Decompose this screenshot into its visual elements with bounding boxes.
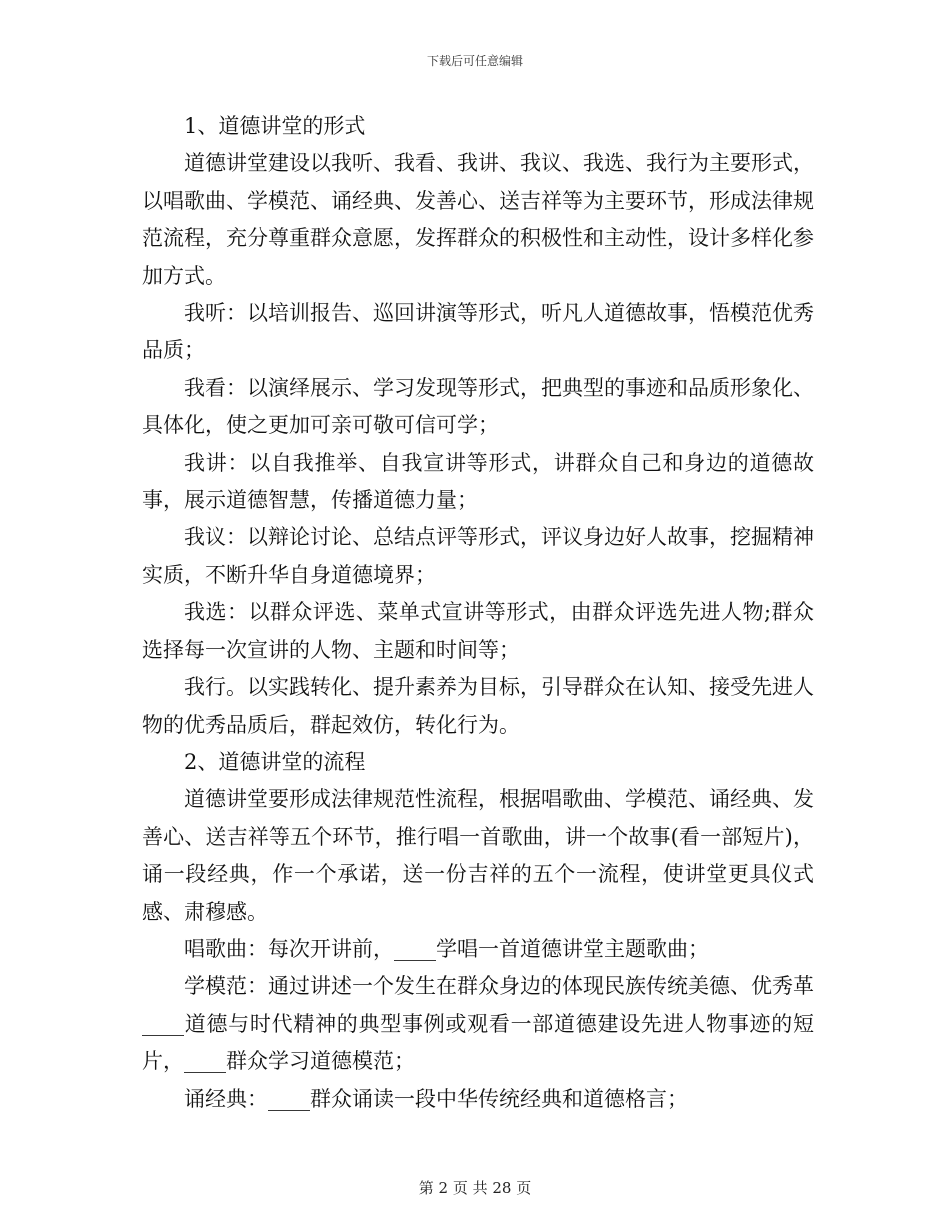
list-item-ting: 我听：以培训报告、巡回讲演等形式，听凡人道德故事，悟模范优秀品质； <box>142 301 814 363</box>
section-1-intro: 道德讲堂建设以我听、我看、我讲、我议、我选、我行为主要形式，以唱歌曲、学模范、诵经典、发善心、送吉祥等为主要环节，形成法律规范流程，充分尊重群众意愿，发挥群众的积极性和主动性，设计多样化参加方式。 <box>142 151 814 288</box>
section-2-intro: 道德讲堂要形成法律规范性流程，根据唱歌曲、学模范、诵经典、发善心、送吉祥等五个环节，推行唱一首歌曲，讲一个故事(看一部短片)，诵一段经典，作一个承诺，送一份吉祥的五个一流程，使讲堂更具仪式感、肃穆感。 <box>142 787 814 924</box>
list-item-chang-ge-qu: 唱歌曲：每次开讲前，____学唱一首道德讲堂主题歌曲； <box>184 936 709 961</box>
list-item-xue-mo-fan: 学模范：通过讲述一个发生在群众身边的体现民族传统美德、优秀革____道德与时代精神的典型事例或观看一部道德建设先进人物事迹的短片，____群众学习道德模范； <box>142 974 814 1074</box>
list-item-xing: 我行。以实践转化、提升素养为目标，引导群众在认知、接受先进人物的优秀品质后，群起效仿，转化行为。 <box>142 675 814 737</box>
list-item-yi: 我议：以辩论讨论、总结点评等形式，评议身边好人故事，挖掘精神实质，不断升华自身道德境界； <box>142 525 814 587</box>
list-item-xuan: 我选：以群众评选、菜单式宣讲等形式，由群众评选先进人物;群众选择每一次宣讲的人物、主题和时间等； <box>142 600 814 662</box>
list-item-jiang: 我讲：以自我推举、自我宣讲等形式，讲群众自己和身边的道德故事，展示道德智慧，传播道德力量； <box>142 450 814 513</box>
section-2-heading: 2、道德讲堂的流程 <box>184 749 366 774</box>
section-1-heading: 1、道德讲堂的形式 <box>184 114 366 138</box>
list-item-kan: 我看：以演绎展示、学习发现等形式，把典型的事迹和品质形象化、具体化，使之更加可亲可敬可信可学； <box>142 375 814 438</box>
page-number: 第 2 页 共 28 页 <box>418 1179 532 1197</box>
header-note: 下载后可任意编辑 <box>426 54 523 68</box>
document-body <box>142 108 814 1118</box>
list-item-song-jing-dian: 诵经典：____群众诵读一段中华传统经典和道德格言； <box>184 1086 688 1111</box>
